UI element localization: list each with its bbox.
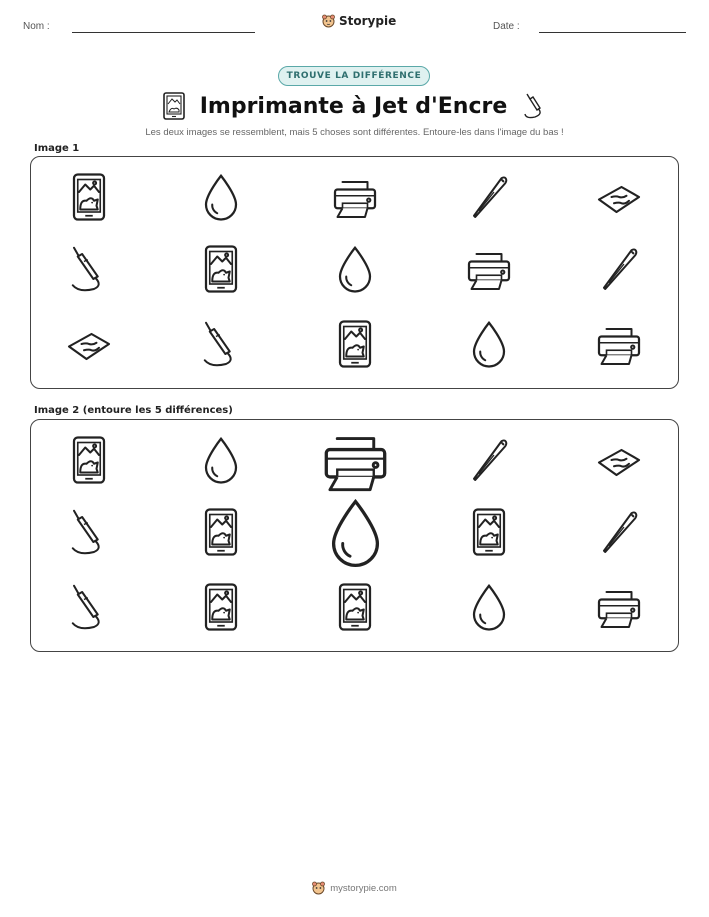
image2-panel[interactable] <box>30 419 679 652</box>
ink-drop-icon <box>196 172 246 222</box>
needle-icon <box>594 244 644 294</box>
mascot-icon <box>322 14 335 28</box>
mascot-icon <box>312 881 325 895</box>
tablet-icon <box>330 319 380 369</box>
pen-icon <box>64 244 114 294</box>
brand-name: Storypie <box>339 14 397 28</box>
footer-url[interactable]: mystorypie.com <box>330 882 397 894</box>
title-text: Imprimante à Jet d'Encre <box>199 93 508 119</box>
printer-icon <box>330 172 380 222</box>
name-field[interactable] <box>72 32 255 33</box>
tablet-icon <box>196 244 246 294</box>
image1-panel <box>30 156 679 389</box>
tablet-icon[interactable] <box>464 507 514 557</box>
pen-icon <box>196 319 246 369</box>
paper-icon[interactable] <box>594 435 644 485</box>
printer-icon <box>464 244 514 294</box>
image1-label: Image 1 <box>34 143 80 154</box>
needle-icon <box>464 172 514 222</box>
pen-icon[interactable] <box>64 582 114 632</box>
name-label: Nom : <box>23 21 50 32</box>
needle-icon[interactable] <box>464 435 514 485</box>
printer-icon <box>594 319 644 369</box>
ink-drop-icon[interactable] <box>319 496 392 569</box>
activity-badge: TROUVE LA DIFFÉRENCE <box>278 66 430 86</box>
printer-icon[interactable] <box>594 582 644 632</box>
tablet-icon <box>162 92 186 120</box>
instructions: Les deux images se ressemblent, mais 5 choses sont différentes. Entoure-les dans l'image du bas ! <box>145 127 564 138</box>
needle-icon[interactable] <box>594 507 644 557</box>
tablet-icon[interactable] <box>330 582 380 632</box>
image2-label: Image 2 (entoure les 5 différences) <box>34 405 233 416</box>
tablet-icon <box>64 172 114 222</box>
footer <box>0 881 709 895</box>
date-label: Date : <box>493 21 520 32</box>
pen-icon <box>521 92 547 120</box>
paper-icon <box>594 172 644 222</box>
ink-drop-icon <box>330 244 380 294</box>
tablet-icon[interactable] <box>196 582 246 632</box>
page-title <box>0 92 709 120</box>
tablet-icon[interactable] <box>64 435 114 485</box>
ink-drop-icon[interactable] <box>196 435 246 485</box>
ink-drop-icon <box>464 319 514 369</box>
tablet-icon[interactable] <box>196 507 246 557</box>
brand-logo <box>322 14 396 28</box>
paper-icon <box>64 319 114 369</box>
printer-icon[interactable] <box>319 424 392 497</box>
pen-icon[interactable] <box>64 507 114 557</box>
ink-drop-icon[interactable] <box>464 582 514 632</box>
date-field[interactable] <box>539 32 686 33</box>
